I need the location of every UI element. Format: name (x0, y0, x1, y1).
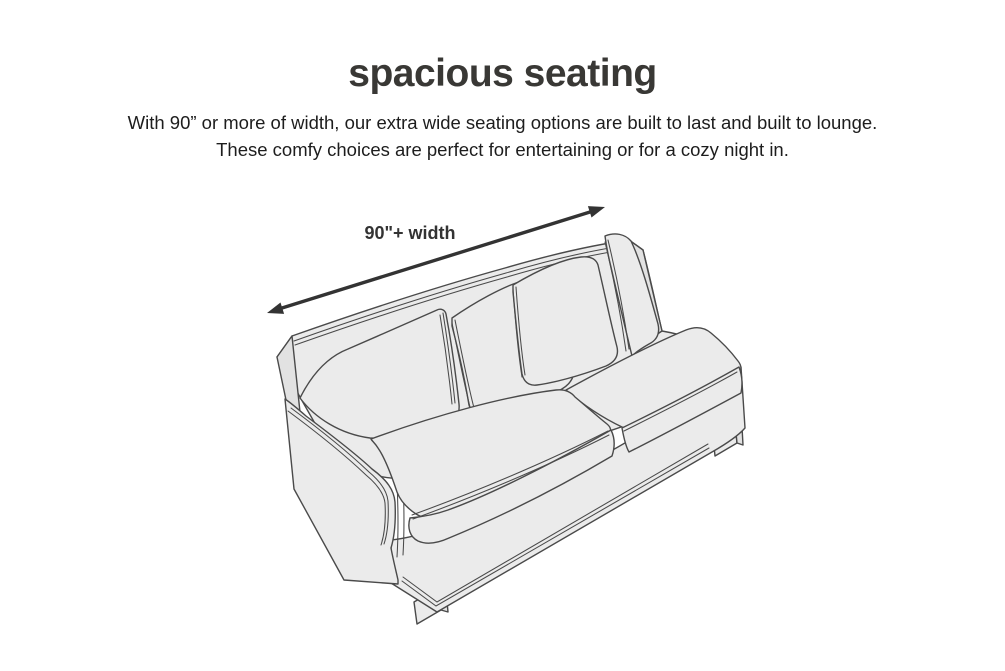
description-line-1: With 90” or more of width, our extra wide seating options are built to last and built to lounge. (127, 111, 878, 133)
page-title: spacious seating (348, 52, 657, 95)
sofa-illustration (277, 234, 745, 624)
description-line-2: These comfy choices are perfect for entertaining or for a cozy night in. (216, 138, 789, 160)
arrow-head-left (267, 303, 284, 314)
dimension-label: 90"+ width (364, 223, 456, 243)
arrow-head-right (588, 206, 605, 217)
